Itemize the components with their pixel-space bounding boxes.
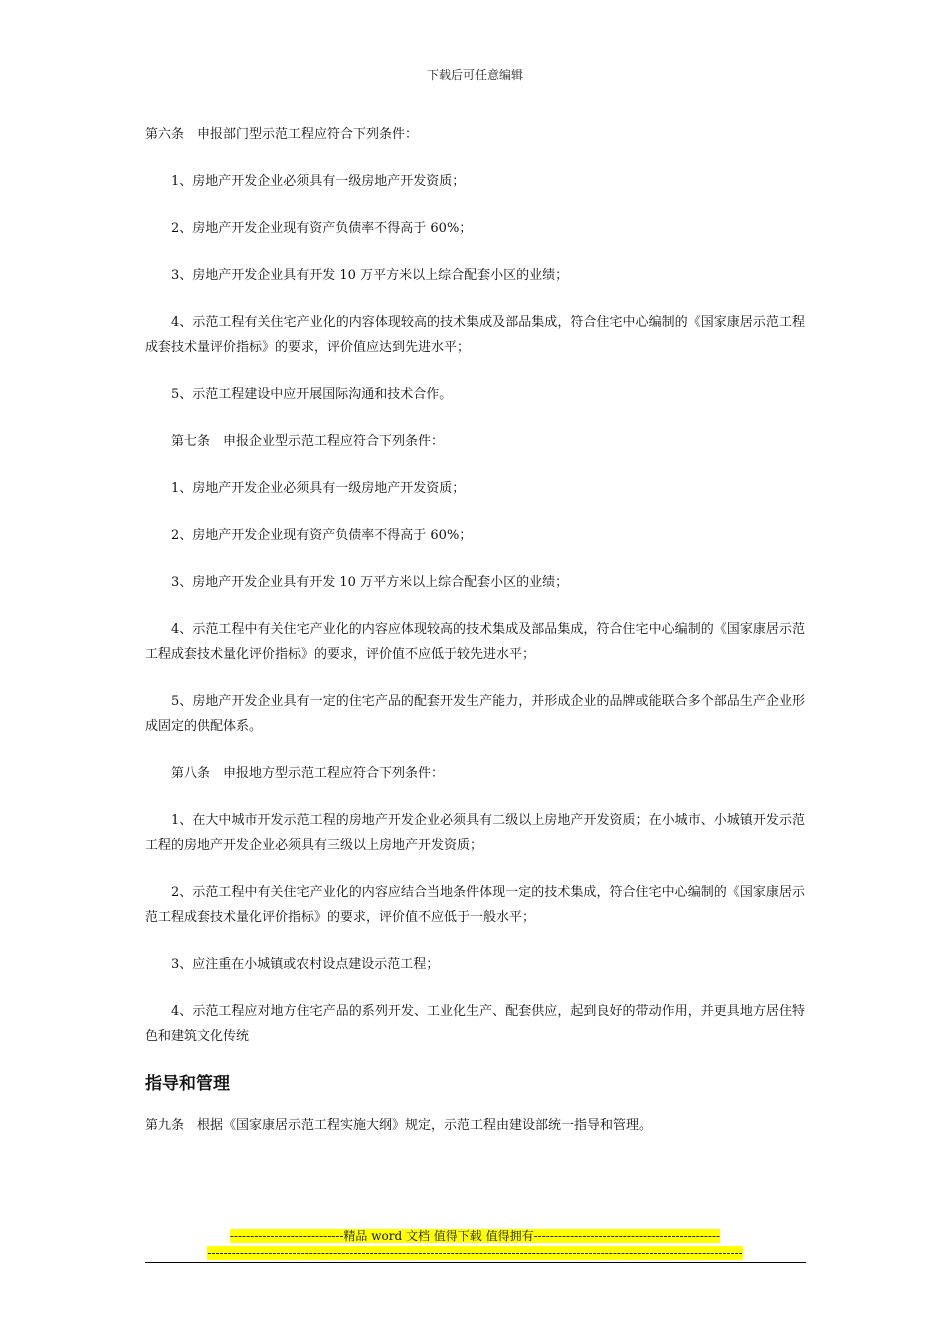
footer-banner-text: ----------------------------精品 word 文档 值得下载 值得拥有---------------------------------------------- xyxy=(229,1229,721,1243)
paragraph: 第七条 申报企业型示范工程应符合下列条件： xyxy=(171,434,445,449)
footer-dash-line: ------------------------------------------------------------------------------------------------------------------------------------ xyxy=(207,1246,743,1260)
paragraph: 4、示范工程中有关住宅产业化的内容应体现较高的技术集成及部品集成，符合住宅中心编制的《国家康居示范工程成套技术量化评价指标》的要求，评价值不应低于较先进水平； xyxy=(145,622,805,662)
footer xyxy=(145,1228,805,1262)
paragraph: 2、房地产开发企业现有资产负债率不得高于 60%； xyxy=(171,221,473,236)
paragraph: 5、房地产开发企业具有一定的住宅产品的配套开发生产能力，并形成企业的品牌或能联合多个部品生产企业形成固定的供配体系。 xyxy=(145,694,805,734)
paragraph: 2、示范工程中有关住宅产业化的内容应结合当地条件体现一定的技术集成，符合住宅中心编制的《国家康居示范工程成套技术量化评价指标》的要求，评价值不应低于一般水平； xyxy=(145,885,805,925)
final-paragraph: 第九条 根据《国家康居示范工程实施大纲》规定，示范工程由建设部统一指导和管理。 xyxy=(145,1118,653,1133)
paragraph: 1、房地产开发企业必须具有一级房地产开发资质； xyxy=(171,481,466,496)
document-body xyxy=(145,122,805,1160)
paragraph: 3、房地产开发企业具有开发 10 万平方米以上综合配套小区的业绩； xyxy=(171,268,569,283)
paragraph: 3、房地产开发企业具有开发 10 万平方米以上综合配套小区的业绩； xyxy=(171,575,569,590)
footer-line-2 xyxy=(145,1245,805,1262)
paragraph: 2、房地产开发企业现有资产负债率不得高于 60%； xyxy=(171,528,473,543)
footer-line-1 xyxy=(145,1228,805,1245)
paragraph: 第八条 申报地方型示范工程应符合下列条件： xyxy=(171,766,445,781)
paragraph-list xyxy=(145,122,805,1049)
paragraph: 1、房地产开发企业必须具有一级房地产开发资质； xyxy=(171,174,466,189)
paragraph: 3、应注重在小城镇或农村设点建设示范工程； xyxy=(171,957,440,972)
paragraph: 4、示范工程应对地方住宅产品的系列开发、工业化生产、配套供应，起到良好的带动作用，并更具地方居住特色和建筑文化传统 xyxy=(145,1004,805,1044)
paragraph: 1、在大中城市开发示范工程的房地产开发企业必须具有二级以上房地产开发资质；在小城市、小城镇开发示范工程的房地产开发企业必须具有三级以上房地产开发资质； xyxy=(145,813,805,853)
footer-rule xyxy=(145,1262,806,1263)
paragraph: 第六条 申报部门型示范工程应符合下列条件： xyxy=(145,127,419,142)
section-heading: 指导和管理 xyxy=(145,1074,230,1094)
paragraph: 4、示范工程有关住宅产业化的内容体现较高的技术集成及部品集成，符合住宅中心编制的《国家康居示范工程成套技术量评价指标》的要求，评价值应达到先进水平； xyxy=(145,315,805,355)
paragraph: 5、示范工程建设中应开展国际沟通和技术合作。 xyxy=(171,387,453,402)
page-header: 下载后可任意编辑 xyxy=(426,68,523,82)
